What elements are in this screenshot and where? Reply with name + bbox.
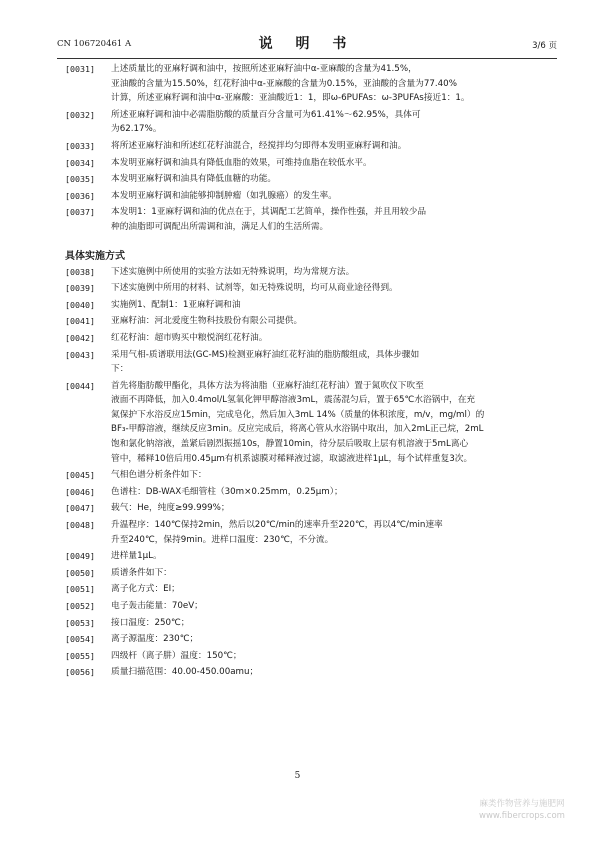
- paragraph-number: [0053]: [65, 617, 95, 628]
- page-number: 5: [294, 771, 301, 781]
- watermark-line-1: 麻类作物营养与施肥网: [479, 799, 565, 809]
- paragraph-number: [0042]: [65, 332, 95, 343]
- paragraph-number: [0036]: [65, 190, 95, 201]
- paragraph-text: 所述亚麻籽调和油中必需脂肪酸的质量百分含量可为61.41%～62.95%，具体可 为62.17%。: [111, 109, 421, 135]
- paragraph: [65, 632, 537, 647]
- paragraph-text: 亚麻籽油：河北爱度生物科技股份有限公司提供。: [111, 316, 303, 327]
- paragraph: [65, 599, 537, 614]
- paragraph: [65, 501, 537, 516]
- paragraph: [65, 314, 537, 329]
- paragraph-number: [0039]: [65, 283, 95, 294]
- section-heading: 具体实施方式: [65, 250, 125, 262]
- paragraph: [65, 468, 537, 483]
- paragraph-number: [0045]: [65, 470, 95, 481]
- paragraph-text: 下述实施例中所使用的实验方法如无特殊说明，均为常规方法。: [111, 266, 355, 277]
- paragraph-text: 接口温度：250℃；: [111, 617, 190, 628]
- watermark-line-2: www.fibercrops.com: [479, 811, 565, 821]
- paragraph-number: [0033]: [65, 140, 95, 151]
- paragraph-number: [0037]: [65, 207, 95, 218]
- paragraph-number: [0047]: [65, 503, 95, 514]
- paragraph-group-after: [65, 265, 537, 680]
- paragraph-number: [0044]: [65, 380, 95, 391]
- page-header: [57, 33, 557, 55]
- paragraph: [65, 108, 537, 137]
- paragraph-group-before: [65, 62, 537, 235]
- paragraph-text: 红花籽油：超市购买中粮悦润红花籽油。: [111, 332, 268, 343]
- paragraph-text: 色谱柱：DB-WAX毛细管柱（30m×0.25mm，0.25μm）；: [111, 486, 343, 497]
- paragraph: [65, 649, 537, 664]
- paragraph-text: 四级杆（离子肼）温度：150℃；: [111, 650, 242, 661]
- paragraph-number: [0052]: [65, 601, 95, 611]
- paragraph-text: 质量扫描范围：40.00-450.00amu；: [111, 667, 259, 678]
- paragraph-text: 将所述亚麻籽油和所述红花籽油混合，经搅拌均匀即得本发明亚麻籽调和油。: [111, 140, 407, 151]
- paragraph-number: [0040]: [65, 299, 95, 310]
- paragraph: [65, 331, 537, 346]
- paragraph-text: 下述实施例中所用的材料、试剂等，如无特殊说明，均可从商业途径得到。: [111, 283, 398, 294]
- paragraph-number: [0049]: [65, 551, 95, 562]
- paragraph: [65, 205, 537, 234]
- paragraph: [65, 665, 537, 680]
- page-indicator: 3/6 页: [532, 41, 557, 51]
- paragraph-number: [0055]: [65, 650, 95, 661]
- paragraph: [65, 348, 537, 377]
- paragraph: [65, 139, 537, 154]
- paragraph: [65, 566, 537, 581]
- paragraph: [65, 549, 537, 564]
- paragraph-number: [0054]: [65, 634, 95, 645]
- paragraph-text: 进样量1μL。: [111, 551, 162, 562]
- paragraph-number: [0046]: [65, 486, 95, 497]
- paragraph-text: 本发明亚麻籽调和油能够抑制肿瘤（如乳腺癌）的发生率。: [111, 190, 337, 201]
- paragraph-text: 采用气相-质谱联用法(GC-MS)检测亚麻籽油红花籽油的脂肪酸组成，具体步骤如 下：: [111, 349, 420, 375]
- paragraph: [65, 379, 537, 467]
- paragraph-text: 电子轰击能量：70eV；: [111, 601, 203, 611]
- paragraph-number: [0041]: [65, 316, 95, 327]
- paragraph: [65, 298, 537, 313]
- paragraph-number: [0050]: [65, 567, 95, 578]
- paragraph: [65, 265, 537, 280]
- paragraph-number: [0051]: [65, 584, 95, 595]
- paragraph: [65, 616, 537, 631]
- paragraph-text: 离子源温度：230℃；: [111, 634, 199, 645]
- paragraph-text: 本发明1：1亚麻籽调和油的优点在于，其调配工艺简单，操作性强，并且用较少品 种的油脂即可调配出所需调和油，满足人们的生活所需。: [111, 207, 427, 232]
- paragraph: [65, 172, 537, 187]
- patent-number: CN 106720461 A: [57, 39, 132, 49]
- paragraph-text: 离子化方式：EI；: [111, 584, 180, 595]
- paragraph-text: 上述质量比的亚麻籽调和油中，按照所述亚麻籽油中α-亚麻酸的含量为41.5%， 亚油酸的含量为15.50%，红花籽油中α-亚麻酸的含量为0.15%，亚油酸的含量为77.40% 计算，所述亚麻籽调和油中α-亚麻酸：亚油酸近1：1，即ω-6PUFAs：ω-3PUFAs接近1：1。: [111, 64, 470, 104]
- paragraph-text: 实施例1、配制1：1亚麻籽调和油: [111, 299, 241, 310]
- paragraph-text: 气相色谱分析条件如下：: [111, 470, 207, 481]
- paragraph-number: [0031]: [65, 64, 95, 74]
- paragraph: [65, 189, 537, 204]
- paragraph-number: [0032]: [65, 109, 95, 120]
- paragraph-number: [0034]: [65, 157, 95, 168]
- paragraph-number: [0056]: [65, 667, 95, 678]
- paragraph-number: [0048]: [65, 520, 95, 531]
- paragraph-text: 本发明亚麻籽调和油具有降低血脂的效果，可维持血脂在较低水平。: [111, 157, 372, 168]
- paragraph: [65, 62, 537, 106]
- site-watermark: [457, 798, 587, 822]
- header-divider: [57, 58, 557, 59]
- document-title: 说 明 书: [258, 36, 356, 52]
- paragraph-text: 载气：He，纯度≥99.999%；: [111, 503, 230, 514]
- paragraph-number: [0035]: [65, 174, 95, 185]
- paragraph-number: [0038]: [65, 266, 95, 277]
- paragraph-number: [0043]: [65, 349, 95, 360]
- paragraph: [65, 156, 537, 171]
- paragraph-text: 首先将脂肪酸甲酯化，具体方法为将油脂（亚麻籽油红花籽油）置于氮吹仪下吹至 液面不再降低，加入0.4mol/L氢氧化钾甲醇溶液3mL，震荡混匀后，置于65℃水浴锅中，在充 氮保护下水浴反应15min，完成皂化，然后加入3mL 14%（质量的体积浓度，m/v，mg/ml）的 BF₃-甲醇溶液，继续反应3min。反应完成后，将离心管从水浴锅中取出，加入2mL正己烷，2mL 饱和氯化钠溶液，盖紧后剧烈振摇10s，静置10min，待分层后吸取上层有机溶液于5mL离心 管中，稀释10倍后用0.45μm有机系滤膜对稀释液过滤，取滤液进样1μL，每个试样重复3次。: [111, 380, 485, 464]
- paragraph-text: 本发明亚麻籽调和油具有降低血糖的功能。: [111, 174, 277, 185]
- paragraph-text: 升温程序：140℃保持2min，然后以20℃/min的速率升至220℃，再以4℃/min速率 升至240℃，保持9min。进样口温度：230℃，不分流。: [111, 520, 443, 545]
- paragraph: [65, 281, 537, 296]
- paragraph: [65, 582, 537, 597]
- paragraph-text: 质谱条件如下：: [111, 567, 172, 578]
- paragraph: [65, 485, 537, 500]
- document-body: [65, 62, 537, 682]
- paragraph: [65, 518, 537, 547]
